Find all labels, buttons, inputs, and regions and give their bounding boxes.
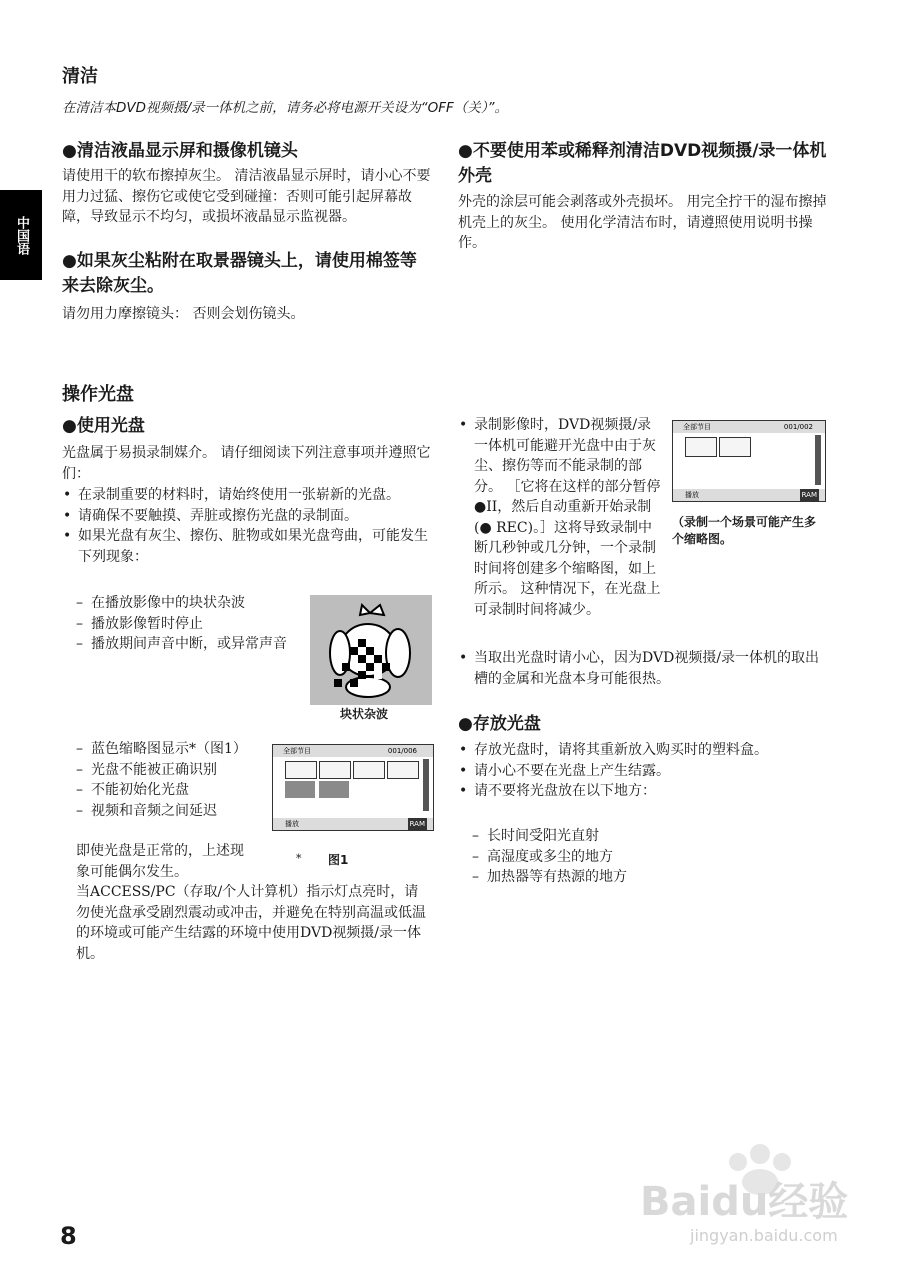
language-tab-label: 中国语 [14,215,29,255]
figure1-caption: 图1 [328,853,349,867]
list-item: – 长时间受阳光直射 [472,826,822,847]
access-text: 当ACCESS/PC（存取/个人计算机）指示灯点亮时，请勿使光盘承受剧烈震动或冲击，并避免在特别高温或低温的环境或可能产生结露的环境中使用DVD视频摄/录一体机。 [76,884,426,962]
list-item: – 不能初始化光盘 [76,780,264,801]
lcd-thumbnail [285,761,317,779]
store-bullet-list [458,740,828,802]
figure2-lcd [672,420,826,502]
symptom-list-b [76,739,264,821]
list-item: • 当取出光盘时请小心，因为DVD视频摄/录一体机的取出槽的金属和光盘本身可能很热。 [458,648,828,689]
hot-disc-bullet [458,648,828,689]
lcd-thumbnail [685,437,717,457]
cleaning-note: 在清洁本DVD视频摄/录一体机之前，请务必将电源开关设为“OFF（关）”。 [62,100,508,116]
cleaning-title: 清洁 [62,66,98,87]
list-item: – 播放期间声音中断，或异常声音 [76,634,301,655]
list-item: – 蓝色缩略图显示*（图1） [76,739,264,760]
recording-bullet [458,415,661,620]
list-item: – 在播放影像中的块状杂波 [76,593,301,614]
list-item: – 视频和音频之间延迟 [76,801,264,822]
disc-bullet-list [62,485,432,567]
list-item: • 请确保不要触摸、弄脏或擦伤光盘的录制面。 [62,506,432,527]
watermark-url: jingyan.baidu.com [690,1226,838,1245]
lcd-thumbnail [719,437,751,457]
block-noise-caption: 块状杂波 [340,707,389,721]
lcd-title: 全部节目 [283,747,311,755]
page-number: 8 [60,1222,77,1250]
lcd-title: 全部节目 [683,423,711,431]
figure2-caption: （录制一个场景可能产生多个缩略图。 [672,515,817,546]
recording-bullet-text: 录制影像时，DVD视频摄/录一体机可能避开光盘中由于灰尘、擦伤等而不能录制的部分。 ［它将在这样的部分暂停●II，然后自动重新开始录制(● REC)。］这将导致录制中断几秒钟或几分钟，一个录制时间将创建多个缩略图，如上所示。 这种情况下，在光盘上可录制时间将减少。 [474,417,661,618]
list-item: • 请小心不要在光盘上产生结露。 [458,761,828,782]
cartoon-dog-icon [310,595,432,705]
use-disc-heading: ●使用光盘 [62,416,145,436]
blue-thumbnail [285,781,315,798]
symptom-list-a [76,593,301,655]
blue-thumbnail [319,781,349,798]
figure1-lcd [272,744,434,831]
lcd-heading: ●清洁液晶显示屏和摄像机镜头 [62,141,298,161]
watermark-brand: Baidu经验 [640,1179,849,1225]
list-item: • 存放光盘时，请将其重新放入购买时的塑料盒。 [458,740,828,761]
disc-title: 操作光盘 [62,384,134,405]
list-item [458,415,662,620]
list-item: • 在录制重要的材料时，请始终使用一张崭新的光盘。 [62,485,432,506]
casing-heading: ●不要使用苯或稀释剂清洁DVD视频摄/录一体机外壳 [458,141,827,186]
casing-text: 外壳的涂层可能会剥落或外壳损坏。 用完全拧干的湿布擦掉机壳上的灰尘。 使用化学清洁布时，请遵照使用说明书操作。 [458,194,827,251]
figure1-star: * [296,852,302,865]
list-item: • 如果光盘有灰尘、擦伤、脏物或如果光盘弯曲，可能发生下列现象： [62,526,432,567]
store-disc-heading: ●存放光盘 [458,714,541,734]
lcd-title-bar [273,745,433,757]
lcd-scrollbar [815,435,821,485]
lcd-thumbnail [353,761,385,779]
block-noise-image [310,595,432,705]
lcd-play-label: 播放 [685,491,699,499]
use-disc-intro: 光盘属于易损录制媒介。 请仔细阅读下列注意事项并遵照它们： [62,445,431,482]
lcd-ram-badge: RAM [801,491,817,499]
list-item: – 高湿度或多尘的地方 [472,847,822,868]
lcd-play-label: 播放 [285,820,299,828]
lcd-thumbnail [319,761,351,779]
lcd-bottom-bar [273,818,433,830]
list-item: – 光盘不能被正确识别 [76,760,264,781]
symptoms-tail: 即使光盘是正常的，上述现象可能偶尔发生。 [76,843,244,880]
lcd-text: 请使用干的软布擦掉灰尘。 清洁液晶显示屏时，请小心不要用力过猛、擦伤它或使它受到碰撞：否则可能引起屏幕故障，导致显示不均匀，或损坏液晶显示监视器。 [62,168,431,225]
lcd-title-bar [673,421,825,433]
dust-text: 请勿用力摩擦镜头： 否则会划伤镜头。 [62,306,305,322]
dust-heading: ●如果灰尘粘附在取景器镜头上，请使用棉签等来去除灰尘。 [62,251,417,296]
list-item: – 播放影像暂时停止 [76,614,301,635]
lcd-ram-badge: RAM [409,820,425,828]
lcd-scrollbar [423,759,429,811]
store-place-list [472,826,822,888]
lcd-count: 001/006 [387,747,417,755]
lcd-thumbnail [387,761,419,779]
list-item: – 加热器等有热源的地方 [472,867,822,888]
list-item: • 请不要将光盘放在以下地方： [458,781,828,802]
language-tab [0,190,42,280]
lcd-count: 001/002 [783,423,813,431]
lcd-bottom-bar [673,489,825,501]
